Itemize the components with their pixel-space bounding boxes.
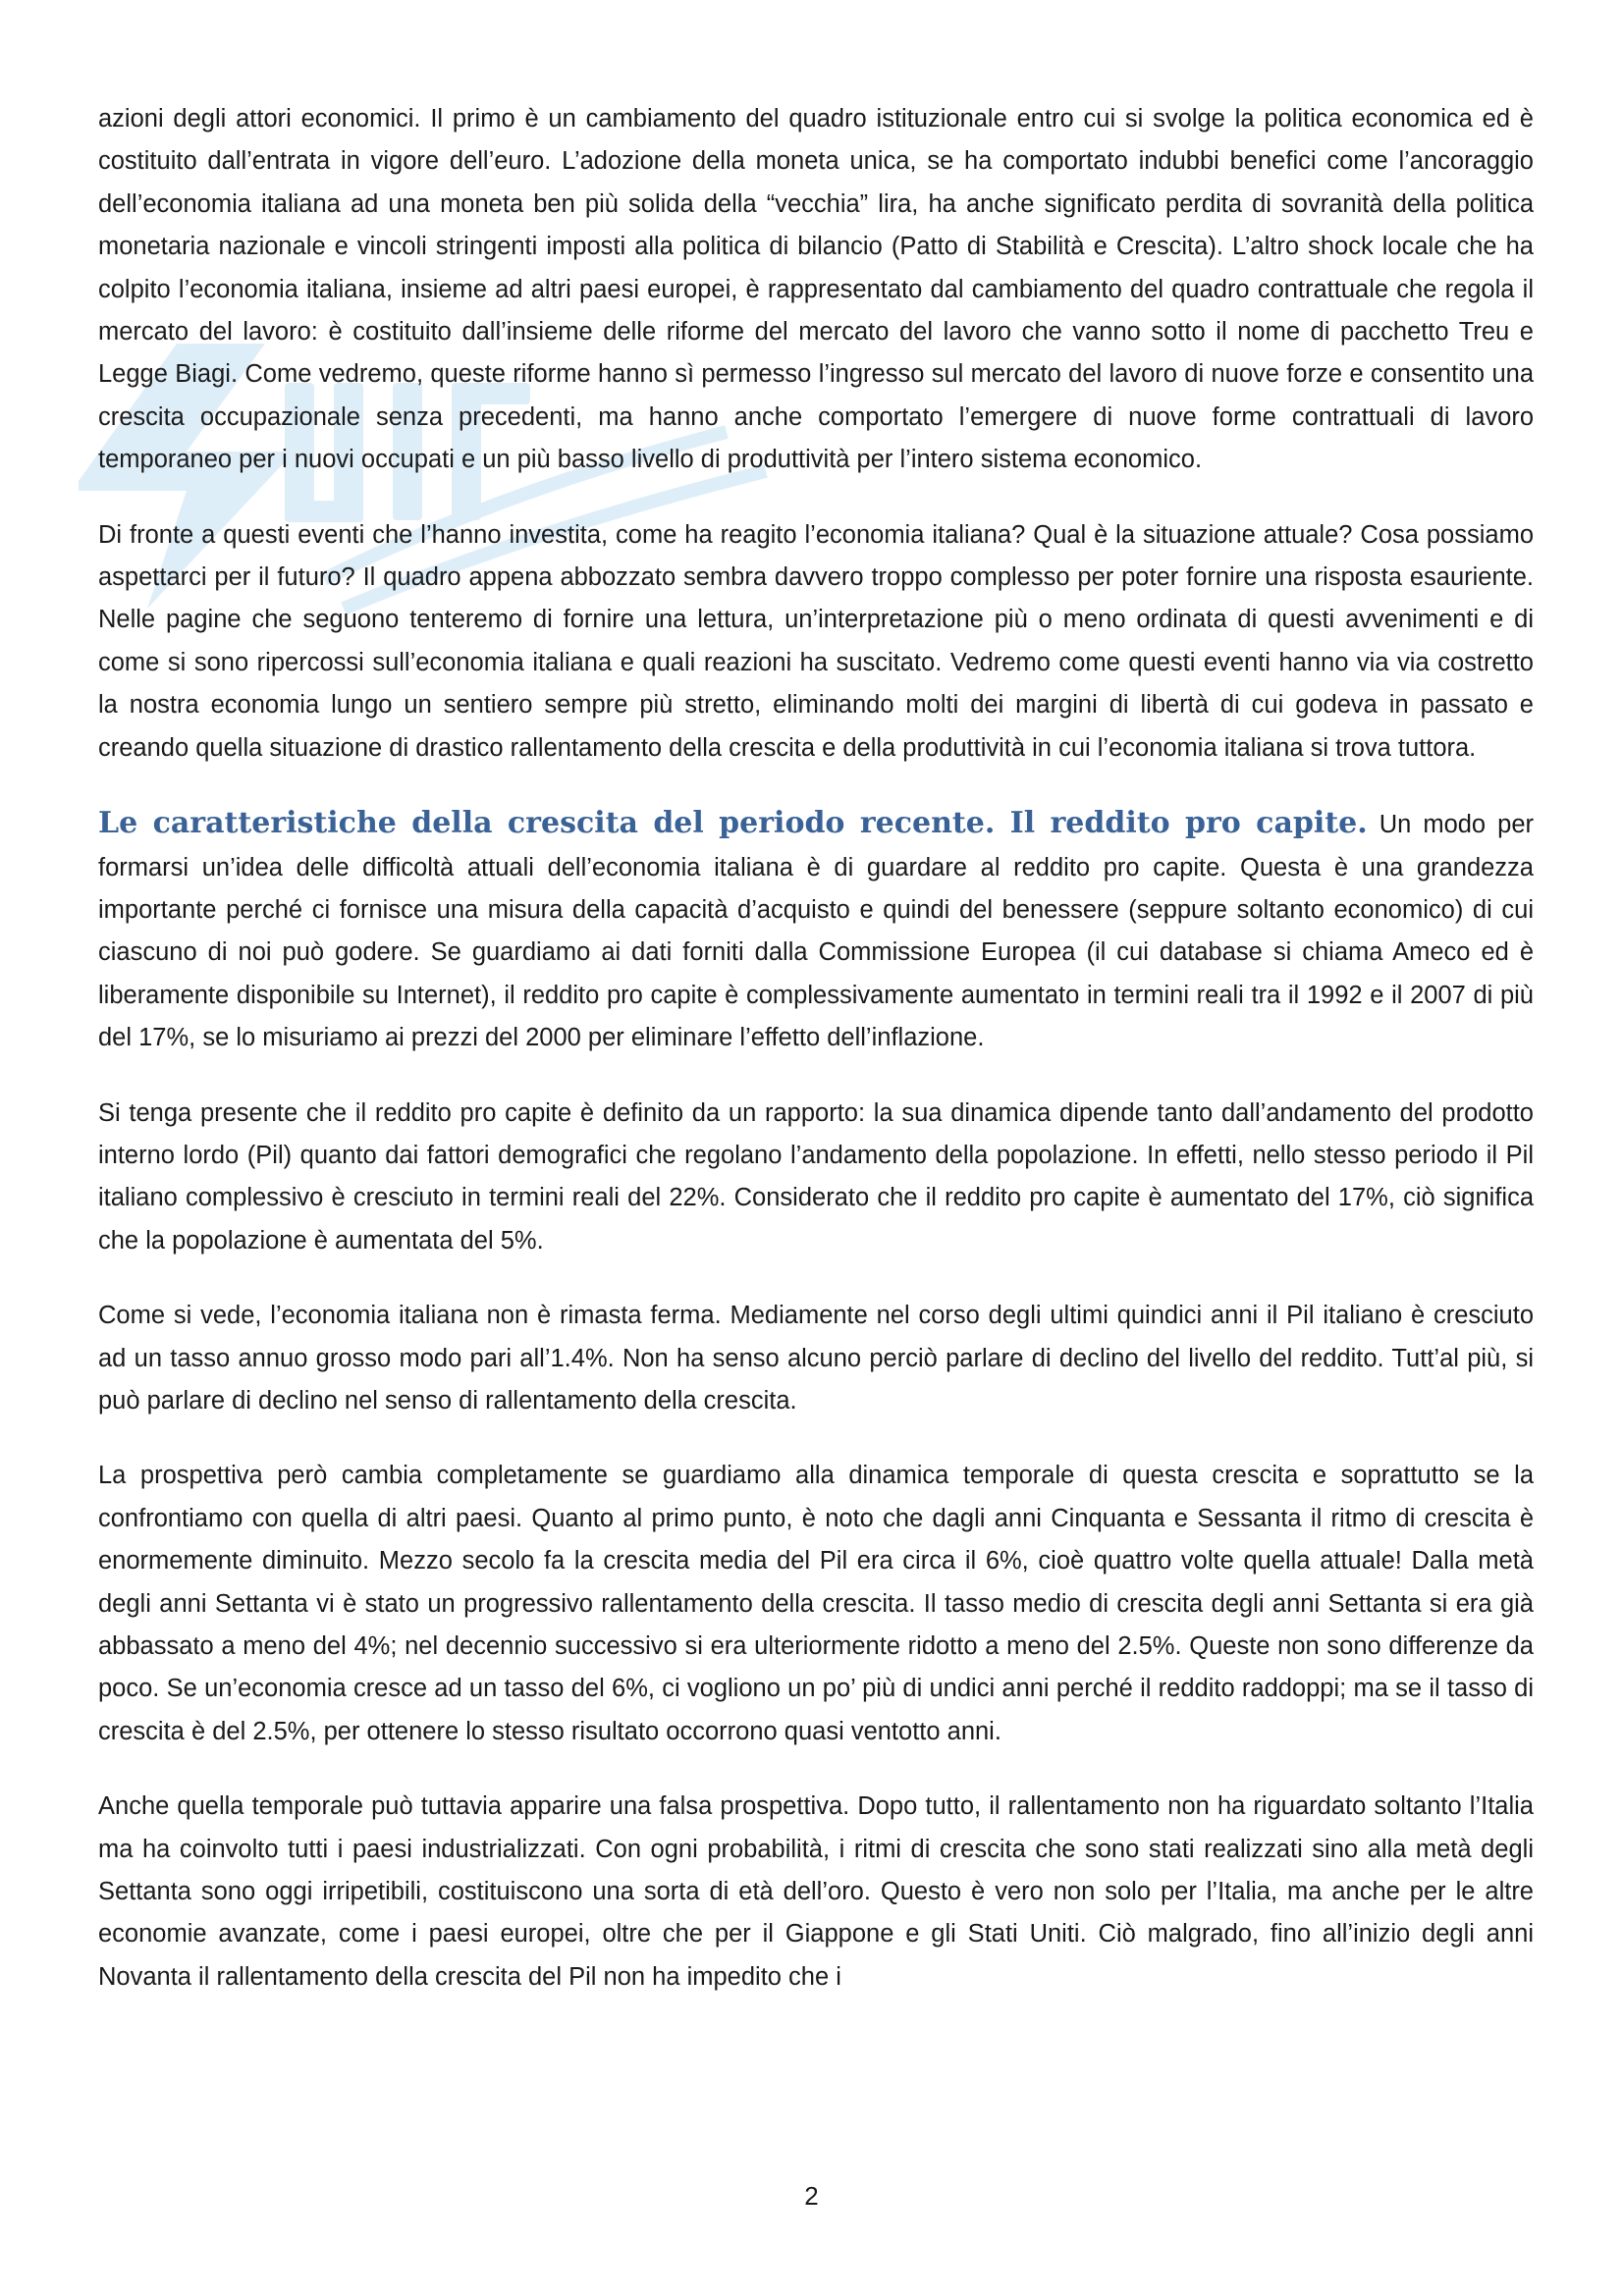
section-heading: Le caratteristiche della crescita del periodo recente. Il reddito pro capite. <box>98 806 1368 841</box>
paragraph-5: Come si vede, l’economia italiana non è rimasta ferma. Mediamente nel corso degli ultimi quindici anni il Pil italiano è cresciuto ad un tasso annuo grosso modo pari all’1.4%. Non ha senso alcuno perciò parlare di declino del livello del reddito. Tutt’al più, si può parlare di declino nel senso di rallentamento della crescita. <box>98 1302 1534 1415</box>
paragraph-6: La prospettiva però cambia completamente se guardiamo alla dinamica temporale di questa crescita e soprattutto se la confrontiamo con quella di altri paesi. Quanto al primo punto, è noto che dagli anni Cinquanta e Sessanta il ritmo di crescita è enormemente diminuito. Mezzo secolo fa la crescita media del Pil era circa il 6%, cioè quattro volte quella attuale! Dalla metà degli anni Settanta vi è stato un progressivo rallentamento della crescita. Il tasso medio di crescita degli anni Settanta si era già abbassato a meno del 4%; nel decennio successivo si era ulteriormente ridotto a meno del 2.5%. Queste non sono differenze da poco. Se un’economia cresce ad un tasso del 6%, ci vogliono un po’ più di undici anni perché il reddito raddoppi; ma se il tasso di crescita è del 2.5%, per ottenere lo stesso risultato occorrono quasi ventotto anni. <box>98 1462 1534 1745</box>
paragraph-4: Si tenga presente che il reddito pro capite è definito da un rapporto: la sua dinamica dipende tanto dall’andamento del prodotto interno lordo (Pil) quanto dai fattori demografici che regolano l’andamento della popolazione. In effetti, nello stesso periodo il Pil italiano complessivo è cresciuto in termini reali del 22%. Considerato che il reddito pro capite è aumentato del 17%, ciò significa che la popolazione è aumentata del 5%. <box>98 1098 1534 1255</box>
paragraph-7: Anche quella temporale può tuttavia apparire una falsa prospettiva. Dopo tutto, il rallentamento non ha riguardato soltanto l’Italia ma ha coinvolto tutti i paesi industrializzati. Con ogni probabilità, i ritmi di crescita che sono stati realizzati sino alla metà degli Settanta sono oggi irripetibili, costituiscono una sorta di età dell’oro. Questo è vero non solo per l’Italia, ma anche per le altre economie avanzate, come i paesi europei, oltre che per il Giappone e gli Stati Uniti. Ciò malgrado, fino all’inizio degli anni Novanta il rallentamento della crescita del Pil non ha impedito che i <box>98 1792 1534 1991</box>
paragraph-3-body: Un modo per formarsi un’idea delle difficoltà attuali dell’economia italiana è di guardare al reddito pro capite. Questa è una grandezza importante perché ci fornisce una misura della capacità d’acquisto e quindi del benessere (seppure soltanto economico) di cui ciascuno di noi può godere. Se guardiamo ai dati forniti dalla Commissione Europea (il cui database si chiama Ameco ed è liberamente disponibile su Internet), il reddito pro capite è complessivamente aumentato in termini reali tra il 1992 e il 2007 di più del 17%, se lo misuriamo ai prezzi del 2000 per eliminare l’effetto dell’inflazione. <box>98 811 1534 1052</box>
paragraph-1: azioni degli attori economici. Il primo è un cambiamento del quadro istituzionale entro cui si svolge la politica economica ed è costituito dall’entrata in vigore dell’euro. L’adozione della moneta unica, se ha comportato indubbi benefici come l’ancoraggio dell’economia italiana ad una moneta ben più solida della “vecchia” lira, ha anche significato perdita di sovranità della politica monetaria nazionale e vincoli stringenti imposti alla politica di bilancio (Patto di Stabilità e Crescita). L’altro shock locale che ha colpito l’economia italiana, insieme ad altri paesi europei, è rappresentato dal cambiamento del quadro contrattuale che regola il mercato del lavoro: è costituito dall’insieme delle riforme del mercato del lavoro che vanno sotto il nome di pacchetto Treu e Legge Biagi. Come vedremo, queste riforme hanno sì permesso l’ingresso sul mercato del lavoro di nuove forze e consentito una crescita occupazionale senza precedenti, ma hanno anche comportato l’emergere di nuove forme contrattuali di lavoro temporaneo per i nuovi occupati e un più basso livello di produttività per l’intero sistema economico. <box>98 105 1534 474</box>
paragraph-3 <box>98 802 1534 1059</box>
document-body <box>98 98 1534 2031</box>
paragraph-2: Di fronte a questi eventi che l’hanno investita, come ha reagito l’economia italiana? Qual è la situazione attuale? Cosa possiamo aspettarci per il futuro? Il quadro appena abbozzato sembra davvero troppo complesso per poter fornire una risposta esauriente. Nelle pagine che seguono tenteremo di fornire una lettura, un’interpretazione più o meno ordinata di questi avvenimenti e di come si sono ripercossi sull’economia italiana e quali reazioni ha suscitato. Vedremo come questi eventi hanno via via costretto la nostra economia lungo un sentiero sempre più stretto, eliminando molti dei margini di libertà di cui godeva in passato e creando quella situazione di drastico rallentamento della crescita e della produttività in cui l’economia italiana si trova tuttora. <box>98 520 1534 762</box>
page-number: 2 <box>804 2181 819 2211</box>
